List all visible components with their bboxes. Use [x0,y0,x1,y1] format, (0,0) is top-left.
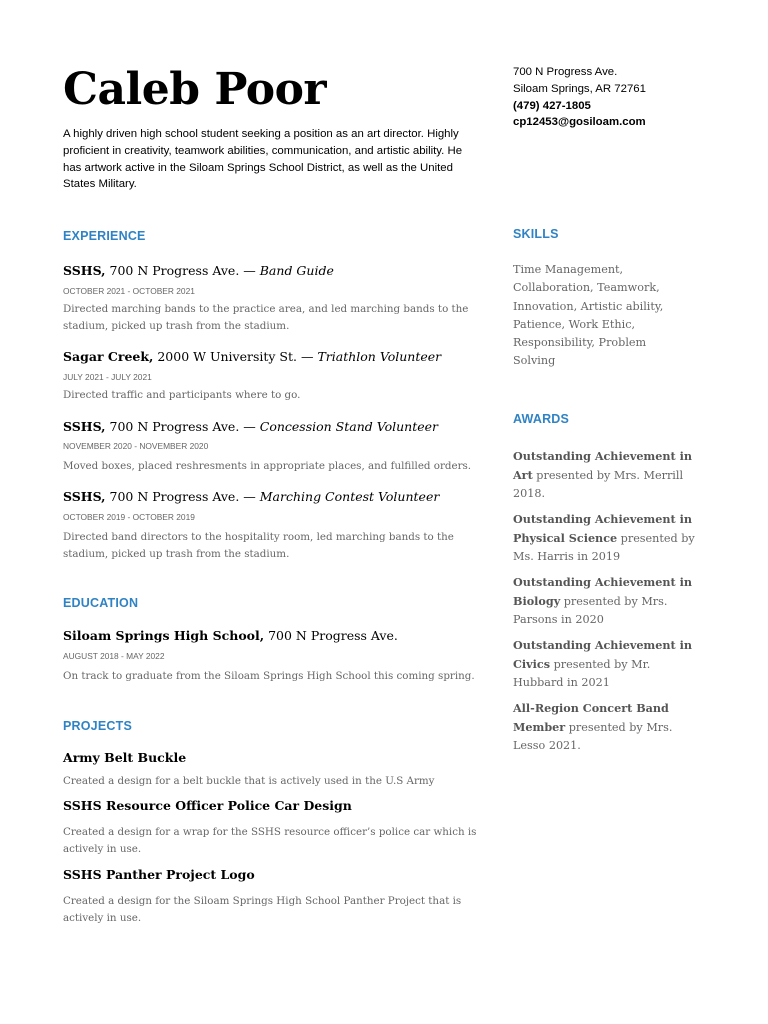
education-heading: EDUCATION [63,596,139,610]
experience-location: 2000 W University St. — [153,349,318,364]
experience-location: 700 N Progress Ave. — [105,489,260,504]
experience-description: Directed band directors to the hospitality room, led marching bands to the stadium, picked up trash from the stadium. [63,531,454,560]
award-detail: presented by Mrs. Merrill 2018. [513,469,684,501]
award-title: Outstanding Achievement in Physical Science [513,512,692,546]
award-title: Outstanding Achievement in Art [513,449,692,483]
experience-role: Band Guide [259,263,334,278]
education-school: Siloam Springs High School, [63,628,265,643]
award-item [513,573,698,630]
experience-title [63,349,441,364]
resume-name: Caleb Poor [63,64,327,115]
award-item [513,447,698,504]
experience-description: Moved boxes, placed reshresments in appropriate places, and fulfilled orders. [63,460,472,472]
project-description: Created a design for a belt buckle that is actively used in the U.S Army [63,775,435,787]
awards-heading: AWARDS [513,412,570,426]
skills-text: Time Management, Collaboration, Teamwork, Innovation, Artistic ability, Patience, Work Ethic, Responsibility, Problem Solving [513,263,664,368]
award-item [513,636,698,693]
award-detail: presented by Mr. Hubbard in 2021 [513,658,651,690]
experience-org: SSHS, [63,489,106,504]
experience-role: Marching Contest Volunteer [259,489,440,504]
experience-role: Concession Stand Volunteer [259,419,439,434]
experience-dates: OCTOBER 2021 - OCTOBER 2021 [63,286,195,296]
experience-org: Sagar Creek, [63,349,154,364]
experience-role: Triathlon Volunteer [317,349,442,364]
award-title: Outstanding Achievement in Civics [513,638,692,672]
project-description: Created a design for a wrap for the SSHS resource officer’s police car which is actively in use. [63,826,477,855]
experience-heading: EXPERIENCE [63,229,146,243]
project-title: SSHS Resource Officer Police Car Design [63,798,352,813]
phone-number: (479) 427-1805 [513,99,591,112]
experience-location: 700 N Progress Ave. — [105,263,260,278]
education-location: 700 N Progress Ave. [264,628,398,643]
award-detail: presented by Ms. Harris in 2019 [513,532,695,564]
experience-title [63,419,438,434]
address-line-1: 700 N Progress Ave. [513,66,618,78]
skills-heading: SKILLS [513,227,559,241]
project-title: SSHS Panther Project Logo [63,867,255,882]
email-address: cp12453@gosiloam.com [513,116,646,129]
experience-dates: NOVEMBER 2020 - NOVEMBER 2020 [63,441,209,451]
experience-dates: OCTOBER 2019 - OCTOBER 2019 [63,512,195,522]
project-title: Army Belt Buckle [63,750,187,765]
award-title: All-Region Concert Band Member [513,701,669,735]
experience-description: Directed traffic and participants where to go. [63,389,301,401]
contact-block [513,64,646,131]
award-item [513,510,698,567]
experience-title [63,489,439,504]
award-detail: presented by Mrs. Lesso 2021. [513,721,673,753]
education-dates: AUGUST 2018 - MAY 2022 [63,651,165,661]
experience-org: SSHS, [63,419,106,434]
address-line-2: Siloam Springs, AR 72761 [513,82,646,95]
project-description: Created a design for the Siloam Springs High School Panther Project that is actively in use. [63,895,462,924]
summary-text: A highly driven high school student seeking a position as an art director. Highly proficient in creativity, teamwork abilities, communication, and artistic ability. He has artwork active in the Siloam Springs School District, as well as the United States Military. [63,128,463,191]
experience-title [63,263,334,278]
education-title [63,628,398,643]
experience-dates: JULY 2021 - JULY 2021 [63,372,152,382]
experience-description: Directed marching bands to the practice area, and led marching bands to the stadium, picked up trash from the stadium. [63,303,469,332]
award-item [513,699,698,756]
education-description: On track to graduate from the Siloam Springs High School this coming spring. [63,670,475,682]
experience-location: 700 N Progress Ave. — [105,419,260,434]
award-detail: presented by Mrs. Parsons in 2020 [513,595,668,627]
projects-heading: PROJECTS [63,719,132,733]
experience-org: SSHS, [63,263,106,278]
award-title: Outstanding Achievement in Biology [513,575,692,609]
